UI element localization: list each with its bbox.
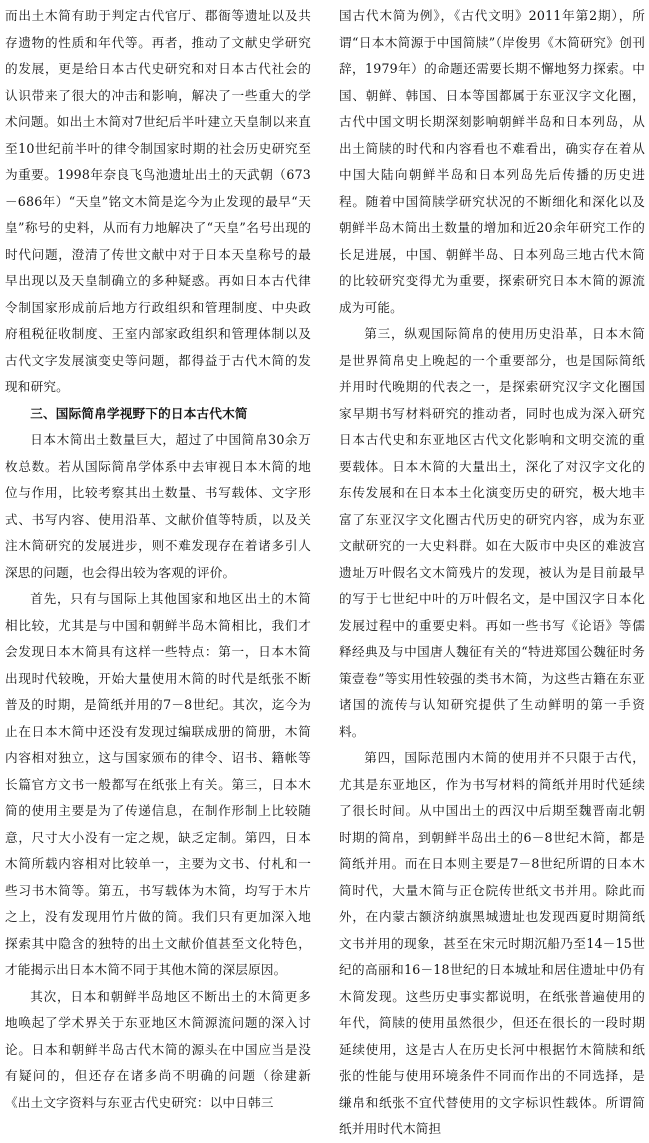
paragraph: 第三，纵观国际简帛的使用历史沿革，日本木简是世界简帛史上晚起的一个重要部分，也是国际简纸并用时代晚期的代表之一，是探索研究汉字文化圈国家早期书写材料研究的推动者，同时也成为深入研究日本古代史和东亚地区古代文化影响和文明交流的重要载体。日本木简的大量出土，深化了对汉字文化的东传发展和在日本本土化演变历史的研究，极大地丰富了东亚汉字文化圈古代历史的研究内容，成为东亚文献研究的一大史料群。如在大阪市中央区的难波宫遗址万叶假名文木简残片的发现，被认为是目前最早的写于七世纪中叶的万叶假名文，是中国汉字日本化发展过程中的重要史料。再如一些书写《论语》等儒释经典及与中国唐人魏征有关的“特进郑国公魏征时务策壹卷”等实用性较强的类书木简，为这些古籍在东亚诸国的流传与认知研究提供了生动鲜明的第一手资料。 (339, 326, 645, 739)
paragraph: 国古代木简为例》，《古代文明》2011年第2期），所谓“日本木简源于中国简牍”（岸俊男《木简研究》创刊辞，1979年）的命题还需要长期不懈地努力探索。中国、朝鲜、韩国、日本等国都属于东亚汉字文化圈，古代中国文明长期深刻影响朝鲜半岛和日本列岛，从出土简牍的时代和内容看也不难看出，确实存在着从中国大陆向朝鲜半岛和日本列岛先后传播的历史进程。随着中国简牍学研究状况的不断细化和深化以及朝鲜半岛木简出土数量的增加和近20余年研究工作的长足进展，中国、朝鲜半岛、日本列岛三地古代木简的比较研究变得尤为重要，探索研究日本木简的源流成为可能。 (339, 8, 645, 315)
section-heading: 三、国际简帛学视野下的日本古代木简 (30, 405, 248, 421)
paragraph: 首先，只有与国际上其他国家和地区出土的木简相比较，尤其是与中国和朝鲜半岛木简相比，我们才会发现日本木简具有这样一些特点：第一，日本木简出现时代较晚，开始大量使用木简的时代是纸张不断普及的时期，是简纸并用的7－8世纪。其次，迄今为止在日本木简中还没有发现过编联成册的简册，木简内容相对独立，这与国家颁布的律令、诏书、籍帐等长篇官方文书一般都写在纸张上有关。第三，日本木简的使用主要是为了传递信息，在制作形制上比较随意，尺寸大小没有一定之规，缺乏定制。第四，日本木简所载内容相对比较单一，主要为文书、付札和一些习书木简等。第五，书写载体为木简，均写于木片之上，没有发现用竹片做的简。我们只有更加深入地探索其中隐含的独特的出土文献价值甚至文化特色，才能揭示出日本木简不同于其他木简的深层原因。 (5, 591, 311, 977)
left-column (5, 3, 311, 1110)
paragraph: 而出土木简有助于判定古代官厅、郡衙等遗址以及共存遗物的性质和年代等。再者，推动了文献史学研究的发展，更是给日本古代史研究和对日本古代社会的认识带来了很大的冲击和影响，解决了一些重大的学术问题。如出土木简对7世纪后半叶建立天皇制以来直至10世纪前半叶的律令制国家时期的社会历史研究至为重要。1998年奈良飞鸟池遗址出土的天武朝（673－686年）“天皇”铭文木简是迄今为止发现的最早“天皇”称号的史料，从而有力地解决了“天皇”名号出现的时代问题，澄清了传世文献中对于日本天皇称号的最早出现以及天皇制确立的多种疑惑。再如日本古代律令制国家形成前后地方行政组织和管理制度、中央政府租税征收制度、王室内部家政组织和管理体制以及古代文字发展演变史等问题，都得益于古代木简的发现和研究。 (5, 8, 311, 394)
paragraph: 日本木简出土数量巨大，超过了中国简帛30余万枚总数。若从国际简帛学体系中去审视日本木简的地位与作用，比较考察其出土数量、书写载体、文字形式、书写内容、使用沿革、文献价值等特质，以及关注木简研究的发展进步，则不难发现存在着诸多引人深思的问题，也会得出较为客观的评价。 (5, 432, 311, 580)
paragraph: 第四，国际范围内木简的使用并不只限于古代，尤其是东亚地区，作为书写材料的简纸并用时代延续了很长时间。从中国出土的西汉中后期至魏晋南北朝时期的简帛，到朝鲜半岛出土的6－8世纪木简，都是简纸并用。而在日本则主要是7－8世纪所谓的日本木简时代，大量木简与正仓院传世纸文书并用。除此而外，在内蒙古额济纳旗黑城遗址也发现西夏时期简纸文书并用的现象，甚至在宋元时期沉船乃至14－15世纪的高丽和16－18世纪的日本城址和居住遗址中仍有木简发现。这些历史事实都说明，在纸张普遍使用的年代，简牍的使用虽然很少，但还在很长的一段时期延续使用，这是古人在历史长河中根据竹木简牍和纸张的性能与使用环境条件不同而作出的不同选择，是缣帛和纸张不宜代替使用的文字标识性载体。所谓简纸并用时代木简担 (339, 750, 645, 1136)
paragraph: 其次，日本和朝鲜半岛地区不断出土的木简更多地唤起了学术界关于东亚地区木简源流问题的深入讨论。日本和朝鲜半岛古代木简的源头在中国应当是没有疑问的，但还存在诸多尚不明确的问题（徐建新《出土文字资料与东亚古代史研究：以中日韩三 (5, 988, 311, 1110)
right-column (339, 3, 645, 1136)
